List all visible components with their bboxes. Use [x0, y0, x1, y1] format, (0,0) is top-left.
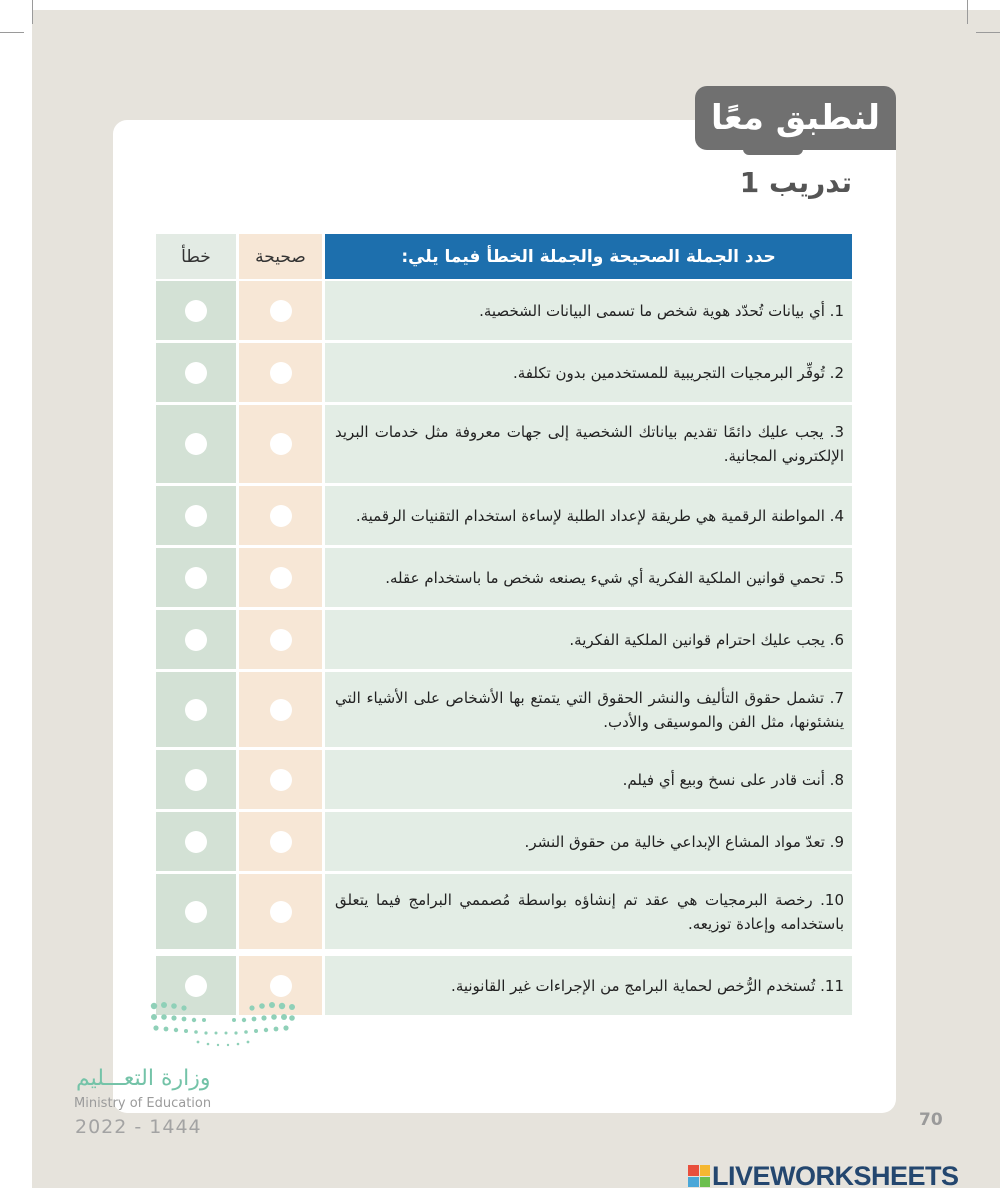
table-row: [156, 672, 852, 747]
crop-mark: [32, 0, 33, 24]
crop-mark: [976, 32, 1000, 33]
wrong-radio[interactable]: [185, 433, 207, 455]
wrong-radio[interactable]: [185, 769, 207, 791]
wrong-cell: [156, 486, 236, 545]
table-row: [156, 874, 852, 949]
question-text: 5. تحمي قوانين الملكية الفكرية أي شيء يصنعه شخص ما باستخدام عقله.: [385, 568, 844, 587]
wrong-radio[interactable]: [185, 362, 207, 384]
exercise-title: تدريب 1: [739, 166, 852, 199]
question-text: 9. تعدّ مواد المشاع الإبداعي خالية من حقوق النشر.: [524, 832, 844, 851]
liveworksheets-logo-icon: [688, 1165, 710, 1187]
wrong-radio[interactable]: [185, 505, 207, 527]
correct-cell: [239, 548, 322, 607]
ministry-name-arabic: وزارة التعـــليم: [76, 1066, 211, 1091]
wrong-radio[interactable]: [185, 901, 207, 923]
correct-cell: [239, 812, 322, 871]
academic-year: 2022 - 1444: [75, 1116, 202, 1138]
wrong-cell: [156, 812, 236, 871]
question-cell: [325, 281, 852, 340]
question-cell: [325, 672, 852, 747]
correct-radio[interactable]: [270, 831, 292, 853]
question-cell: [325, 405, 852, 483]
table-row: [156, 610, 852, 669]
correct-radio[interactable]: [270, 699, 292, 721]
question-text: 10. رخصة البرمجيات هي عقد تم إنشاؤه بواسطة مُصممي البرامج فيما يتعلق باستخدامه وإعادة توزيعه.: [335, 890, 844, 933]
correct-radio[interactable]: [270, 901, 292, 923]
header-question: حدد الجملة الصحيحة والجملة الخطأ فيما يلي:: [325, 234, 852, 279]
wrong-radio[interactable]: [185, 975, 207, 997]
ministry-name-english: Ministry of Education: [74, 1096, 212, 1111]
table-row: [156, 812, 852, 871]
wrong-radio[interactable]: [185, 831, 207, 853]
correct-cell: [239, 672, 322, 747]
header-wrong: خطأ: [156, 234, 236, 279]
question-cell: [325, 874, 852, 949]
crop-mark: [967, 0, 968, 24]
table-row: [156, 548, 852, 607]
question-cell: [325, 343, 852, 402]
logo-square: [700, 1165, 711, 1176]
table-row: [156, 486, 852, 545]
section-badge: لنطبق معًا: [695, 86, 896, 150]
correct-cell: [239, 405, 322, 483]
logo-square: [688, 1165, 699, 1176]
wrong-cell: [156, 750, 236, 809]
question-text: 1. أي بيانات تُحدّد هوية شخص ما تسمى البيانات الشخصية.: [479, 301, 844, 320]
wrong-cell: [156, 281, 236, 340]
wrong-cell: [156, 548, 236, 607]
correct-radio[interactable]: [270, 629, 292, 651]
ministry-logo-dots: [148, 1000, 298, 1052]
correct-cell: [239, 610, 322, 669]
correct-radio[interactable]: [270, 362, 292, 384]
wrong-cell: [156, 405, 236, 483]
question-cell: [325, 812, 852, 871]
correct-cell: [239, 874, 322, 949]
correct-cell: [239, 486, 322, 545]
correct-radio[interactable]: [270, 300, 292, 322]
liveworksheets-brand-name: LIVEWORKSHEETS: [712, 1160, 959, 1191]
crop-mark: [0, 32, 24, 33]
correct-radio[interactable]: [270, 567, 292, 589]
question-cell: [325, 548, 852, 607]
correct-cell: [239, 750, 322, 809]
question-cell: [325, 956, 852, 1015]
table-row: [156, 343, 852, 402]
wrong-cell: [156, 672, 236, 747]
wrong-radio[interactable]: [185, 699, 207, 721]
page-number: 70: [919, 1110, 943, 1130]
header-correct: صحيحة: [239, 234, 322, 279]
question-text: 4. المواطنة الرقمية هي طريقة لإعداد الطلبة لإساءة استخدام التقنيات الرقمية.: [355, 506, 844, 525]
correct-cell: [239, 281, 322, 340]
wrong-radio[interactable]: [185, 300, 207, 322]
wrong-radio[interactable]: [185, 567, 207, 589]
question-text: 2. تُوفِّر البرمجيات التجريبية للمستخدمين بدون تكلفة.: [512, 363, 844, 382]
wrong-cell: [156, 343, 236, 402]
logo-square: [688, 1177, 699, 1188]
correct-radio[interactable]: [270, 769, 292, 791]
correct-radio[interactable]: [270, 975, 292, 997]
wrong-radio[interactable]: [185, 629, 207, 651]
table-row: [156, 750, 852, 809]
question-cell: [325, 610, 852, 669]
question-text: 8. أنت قادر على نسخ وبيع أي فيلم.: [622, 770, 844, 789]
liveworksheets-brand[interactable]: [688, 1158, 959, 1194]
question-text: 6. يجب عليك احترام قوانين الملكية الفكرية.: [569, 630, 844, 649]
correct-cell: [239, 343, 322, 402]
logo-square: [700, 1177, 711, 1188]
correct-radio[interactable]: [270, 433, 292, 455]
question-cell: [325, 750, 852, 809]
wrong-cell: [156, 610, 236, 669]
table-row: [156, 405, 852, 483]
question-text: 3. يجب عليك دائمًا تقديم بياناتك الشخصية إلى جهات معروفة مثل خدمات البريد الإلكتروني المجانية.: [335, 423, 844, 465]
table-row: [156, 281, 852, 340]
question-cell: [325, 486, 852, 545]
question-text: 7. تشمل حقوق التأليف والنشر الحقوق التي يتمتع بها الأشخاص على الأشياء التي ينشئونها، مثل الفن والموسيقى والأدب.: [335, 688, 844, 731]
badge-notch: [743, 147, 803, 155]
correct-radio[interactable]: [270, 505, 292, 527]
wrong-cell: [156, 874, 236, 949]
question-text: 11. تُستخدم الرُّخص لحماية البرامج من الإجراءات غير القانونية.: [451, 976, 844, 995]
